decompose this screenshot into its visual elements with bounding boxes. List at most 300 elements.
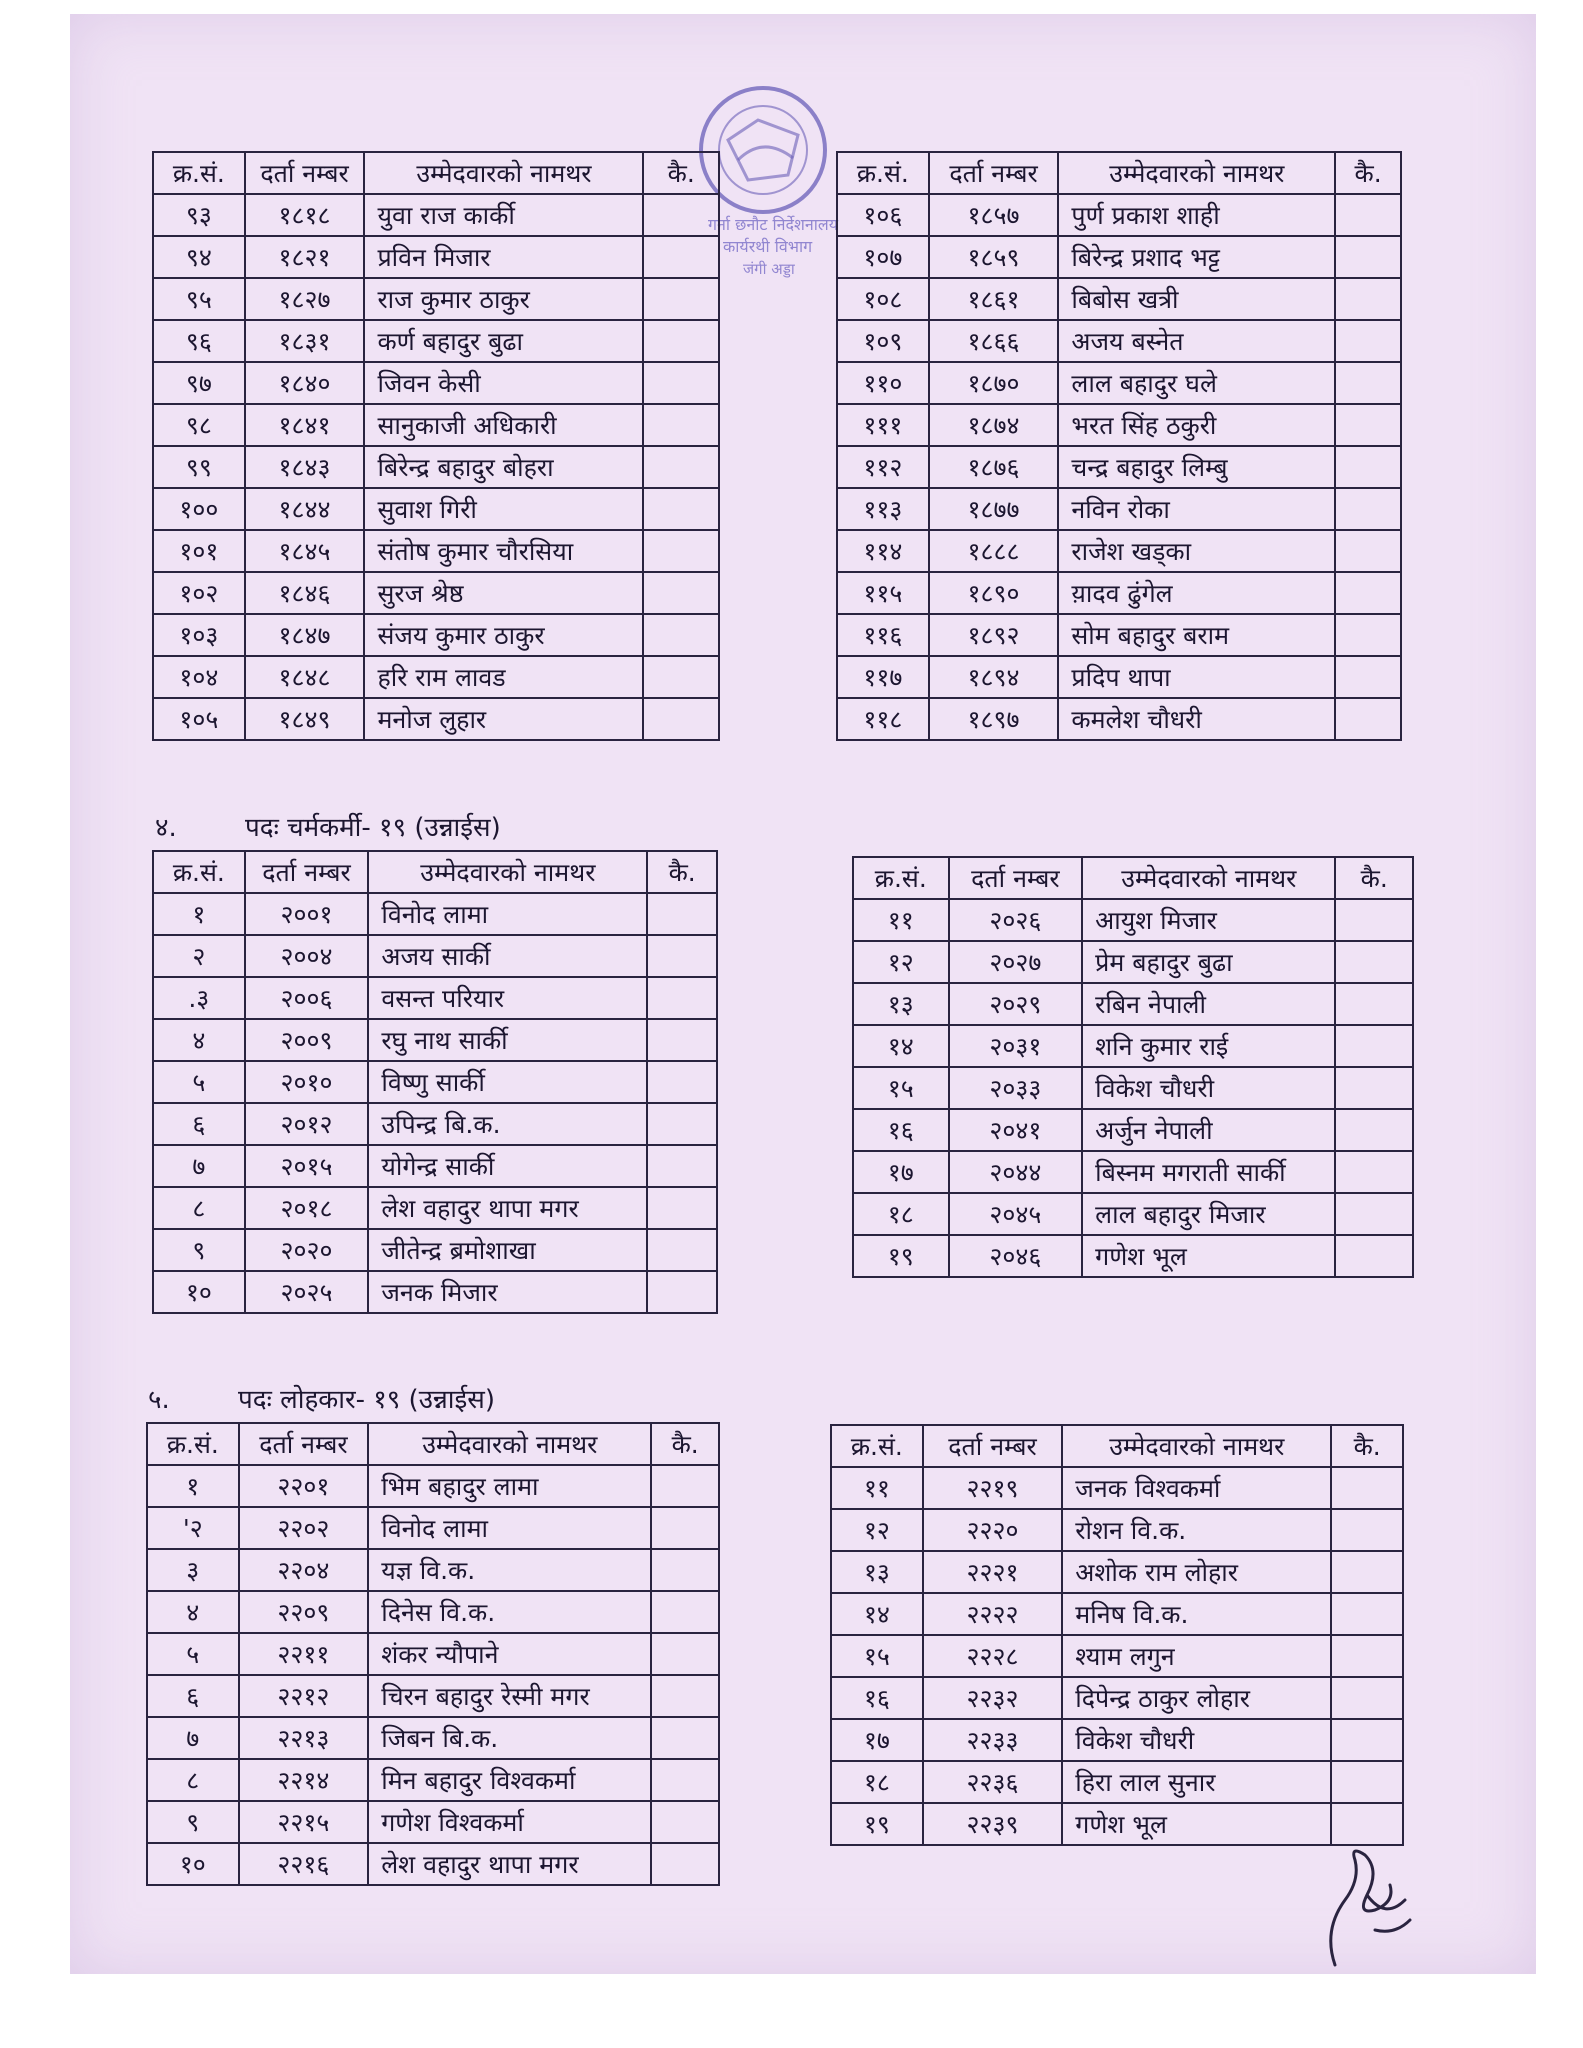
candidate-table-2 [836, 151, 1402, 741]
serial-number-cell: .३ [153, 977, 245, 1019]
serial-number-cell: ११५ [837, 572, 929, 614]
remarks-cell [643, 446, 719, 488]
table-row [147, 1759, 719, 1801]
table-row [831, 1761, 1403, 1803]
remarks-cell [1335, 1151, 1413, 1193]
remarks-cell [1335, 320, 1401, 362]
registration-number-cell: २२११ [239, 1633, 369, 1675]
registration-number-cell: २०४४ [949, 1151, 1083, 1193]
header-serial: क्र.सं. [853, 857, 949, 899]
table-row [153, 1019, 717, 1061]
table-header-row [153, 851, 717, 893]
candidate-name-cell: विनोद लामा [368, 893, 647, 935]
candidate-name-cell: सानुकाजी अधिकारी [364, 404, 643, 446]
candidate-name-cell: प्रेम बहादुर बुढा [1082, 941, 1335, 983]
candidate-name-cell: मनिष वि.क. [1062, 1593, 1331, 1635]
table-row [153, 446, 719, 488]
registration-number-cell: २२२२ [923, 1593, 1063, 1635]
serial-number-cell: ९ [153, 1229, 245, 1271]
registration-number-cell: २२१५ [239, 1801, 369, 1843]
table-row [837, 236, 1401, 278]
header-candidate-name: उम्मेदवारको नामथर [364, 152, 643, 194]
candidate-name-cell: प्रदिप थापा [1058, 656, 1335, 698]
registration-number-cell: १८९० [929, 572, 1059, 614]
serial-number-cell: ११० [837, 362, 929, 404]
table-row [147, 1801, 719, 1843]
serial-number-cell: ५ [147, 1633, 239, 1675]
remarks-cell [643, 530, 719, 572]
table-row [153, 893, 717, 935]
table-row [853, 899, 1413, 941]
remarks-cell [647, 893, 717, 935]
candidate-name-cell: जनक विश्वकर्मा [1062, 1467, 1331, 1509]
serial-number-cell: ९ [147, 1801, 239, 1843]
table-row [153, 530, 719, 572]
registration-number-cell: २२२० [923, 1509, 1063, 1551]
table-row [153, 572, 719, 614]
serial-number-cell: ११ [831, 1467, 923, 1509]
serial-number-cell: २ [153, 935, 245, 977]
remarks-cell [1331, 1719, 1403, 1761]
registration-number-cell: २०३३ [949, 1067, 1083, 1109]
remarks-cell [1335, 614, 1401, 656]
table-row [153, 1229, 717, 1271]
remarks-cell [1335, 446, 1401, 488]
section-number: ५. [148, 1385, 170, 1415]
candidate-name-cell: यज्ञ वि.क. [368, 1549, 651, 1591]
table-row [837, 572, 1401, 614]
registration-number-cell: २००४ [245, 935, 369, 977]
remarks-cell [643, 194, 719, 236]
header-registration: दर्ता नम्बर [949, 857, 1083, 899]
candidate-name-cell: विकेश चौधरी [1062, 1719, 1331, 1761]
registration-number-cell: १८३१ [245, 320, 365, 362]
remarks-cell [643, 614, 719, 656]
registration-number-cell: १८४८ [245, 656, 365, 698]
serial-number-cell: ९३ [153, 194, 245, 236]
remarks-cell [1335, 530, 1401, 572]
candidate-name-cell: सुरज श्रेष्ठ [364, 572, 643, 614]
serial-number-cell: ९९ [153, 446, 245, 488]
candidate-name-cell: मिन बहादुर विश्वकर्मा [368, 1759, 651, 1801]
header-registration: दर्ता नम्बर [239, 1423, 369, 1465]
table-row [837, 194, 1401, 236]
registration-number-cell: २२१३ [239, 1717, 369, 1759]
candidate-name-cell: संजय कुमार ठाकुर [364, 614, 643, 656]
registration-number-cell: २००१ [245, 893, 369, 935]
header-serial: क्र.सं. [147, 1423, 239, 1465]
table-row [853, 983, 1413, 1025]
registration-number-cell: १८४४ [245, 488, 365, 530]
remarks-cell [1331, 1677, 1403, 1719]
header-candidate-name: उम्मेदवारको नामथर [1058, 152, 1335, 194]
registration-number-cell: २२३२ [923, 1677, 1063, 1719]
registration-number-cell: १८४७ [245, 614, 365, 656]
header-serial: क्र.सं. [837, 152, 929, 194]
candidate-name-cell: संतोष कुमार चौरसिया [364, 530, 643, 572]
serial-number-cell: ८ [153, 1187, 245, 1229]
remarks-cell [651, 1759, 719, 1801]
registration-number-cell: १८९४ [929, 656, 1059, 698]
remarks-cell [1335, 656, 1401, 698]
candidate-name-cell: राजेश खड्का [1058, 530, 1335, 572]
serial-number-cell: ९५ [153, 278, 245, 320]
table-row [153, 935, 717, 977]
candidate-name-cell: जिबन बि.क. [368, 1717, 651, 1759]
seal-text-line2: कार्यरथी विभाग [723, 237, 813, 256]
registration-number-cell: २०१२ [245, 1103, 369, 1145]
registration-number-cell: १८९२ [929, 614, 1059, 656]
candidate-name-cell: बिस्नम मगराती सार्की [1082, 1151, 1335, 1193]
registration-number-cell: २०४५ [949, 1193, 1083, 1235]
remarks-cell [643, 362, 719, 404]
candidate-table-3 [152, 850, 718, 1314]
candidate-name-cell: अर्जुन नेपाली [1082, 1109, 1335, 1151]
candidate-table-5 [146, 1422, 720, 1886]
registration-number-cell: २०२७ [949, 941, 1083, 983]
candidate-name-cell: अजय बस्नेत [1058, 320, 1335, 362]
table-row [853, 1193, 1413, 1235]
candidate-name-cell: भिम बहादुर लामा [368, 1465, 651, 1507]
registration-number-cell: २२३९ [923, 1803, 1063, 1845]
table-row [837, 362, 1401, 404]
candidate-name-cell: युवा राज कार्की [364, 194, 643, 236]
remarks-cell [647, 1103, 717, 1145]
registration-number-cell: १८५९ [929, 236, 1059, 278]
table-row [831, 1593, 1403, 1635]
remarks-cell [1335, 1109, 1413, 1151]
registration-number-cell: २२२१ [923, 1551, 1063, 1593]
candidate-name-cell: विष्णु सार्की [368, 1061, 647, 1103]
candidate-name-cell: शंकर न्यौपाने [368, 1633, 651, 1675]
remarks-cell [1335, 1235, 1413, 1277]
serial-number-cell: ११ [853, 899, 949, 941]
remarks-cell [1335, 899, 1413, 941]
serial-number-cell: १११ [837, 404, 929, 446]
remarks-cell [643, 320, 719, 362]
section-heading-4 [155, 808, 501, 844]
candidate-name-cell: गणेश भूल [1062, 1803, 1331, 1845]
registration-number-cell: १८४१ [245, 404, 365, 446]
table-row [147, 1591, 719, 1633]
serial-number-cell: ३ [147, 1549, 239, 1591]
table-row [153, 194, 719, 236]
registration-number-cell: १८७० [929, 362, 1059, 404]
candidate-name-cell: अशोक राम लोहार [1062, 1551, 1331, 1593]
remarks-cell [1335, 362, 1401, 404]
table-row [147, 1717, 719, 1759]
registration-number-cell: २०२० [245, 1229, 369, 1271]
registration-number-cell: १८४० [245, 362, 365, 404]
serial-number-cell: ८ [147, 1759, 239, 1801]
candidate-name-cell: हरि राम लावड [364, 656, 643, 698]
serial-number-cell: १ [153, 893, 245, 935]
table-row [837, 278, 1401, 320]
serial-number-cell: ९४ [153, 236, 245, 278]
registration-number-cell: २०४१ [949, 1109, 1083, 1151]
registration-number-cell: १८२७ [245, 278, 365, 320]
table-row [831, 1677, 1403, 1719]
remarks-cell [1335, 1025, 1413, 1067]
candidate-name-cell: मनोज लुहार [364, 698, 643, 740]
registration-number-cell: १८६६ [929, 320, 1059, 362]
registration-number-cell: १८४५ [245, 530, 365, 572]
candidate-name-cell: सोम बहादुर बराम [1058, 614, 1335, 656]
registration-number-cell: २००९ [245, 1019, 369, 1061]
remarks-cell [651, 1675, 719, 1717]
header-candidate-name: उम्मेदवारको नामथर [368, 851, 647, 893]
candidate-name-cell: दिपेन्द्र ठाकुर लोहार [1062, 1677, 1331, 1719]
registration-number-cell: २२१४ [239, 1759, 369, 1801]
table-row [831, 1509, 1403, 1551]
registration-number-cell: १८४३ [245, 446, 365, 488]
table-row [153, 698, 719, 740]
serial-number-cell: १२ [853, 941, 949, 983]
table-row [153, 236, 719, 278]
header-remarks: कै. [1335, 152, 1401, 194]
serial-number-cell: १०३ [153, 614, 245, 656]
registration-number-cell: १८५७ [929, 194, 1059, 236]
table-row [153, 1061, 717, 1103]
table-row [153, 977, 717, 1019]
serial-number-cell: १५ [831, 1635, 923, 1677]
serial-number-cell: १०७ [837, 236, 929, 278]
table-row [153, 656, 719, 698]
table-row [153, 362, 719, 404]
registration-number-cell: २२०२ [239, 1507, 369, 1549]
table-row [153, 404, 719, 446]
registration-number-cell: २०२९ [949, 983, 1083, 1025]
remarks-cell [647, 1061, 717, 1103]
table-row [153, 1103, 717, 1145]
candidate-name-cell: रबिन नेपाली [1082, 983, 1335, 1025]
serial-number-cell: १३ [831, 1551, 923, 1593]
candidate-name-cell: श्याम लगुन [1062, 1635, 1331, 1677]
table-header-row [837, 152, 1401, 194]
header-remarks: कै. [1335, 857, 1413, 899]
candidate-name-cell: बिरेन्द्र बहादुर बोहरा [364, 446, 643, 488]
registration-number-cell: १८२१ [245, 236, 365, 278]
remarks-cell [647, 935, 717, 977]
candidate-name-cell: य़ादव ढुंगेल [1058, 572, 1335, 614]
table-row [147, 1507, 719, 1549]
candidate-table-6 [830, 1424, 1404, 1846]
serial-number-cell: ९८ [153, 404, 245, 446]
candidate-name-cell: भरत सिंह ठकुरी [1058, 404, 1335, 446]
remarks-cell [1335, 983, 1413, 1025]
table-row [853, 1025, 1413, 1067]
candidate-name-cell: कर्ण बहादुर बुढा [364, 320, 643, 362]
registration-number-cell: २०१० [245, 1061, 369, 1103]
table-row [153, 1271, 717, 1313]
registration-number-cell: २००६ [245, 977, 369, 1019]
candidate-name-cell: चिरन बहादुर रेस्मी मगर [368, 1675, 651, 1717]
remarks-cell [1331, 1509, 1403, 1551]
remarks-cell [1335, 194, 1401, 236]
serial-number-cell: ११६ [837, 614, 929, 656]
candidate-name-cell: अजय सार्की [368, 935, 647, 977]
serial-number-cell: ७ [153, 1145, 245, 1187]
serial-number-cell: ९६ [153, 320, 245, 362]
serial-number-cell: १०८ [837, 278, 929, 320]
table-row [837, 404, 1401, 446]
serial-number-cell: ११८ [837, 698, 929, 740]
remarks-cell [1331, 1635, 1403, 1677]
serial-number-cell: १७ [853, 1151, 949, 1193]
registration-number-cell: २०१५ [245, 1145, 369, 1187]
remarks-cell [643, 698, 719, 740]
table-row [153, 614, 719, 656]
remarks-cell [1335, 1193, 1413, 1235]
remarks-cell [647, 1019, 717, 1061]
serial-number-cell: १०२ [153, 572, 245, 614]
candidate-name-cell: विनोद लामा [368, 1507, 651, 1549]
remarks-cell [643, 572, 719, 614]
table-row [147, 1843, 719, 1885]
candidate-name-cell: जीतेन्द्र ब्रमोशाखा [368, 1229, 647, 1271]
candidate-name-cell: शनि कुमार राई [1082, 1025, 1335, 1067]
serial-number-cell: १९ [853, 1235, 949, 1277]
seal-text-line3: जंगी अड्डा [743, 260, 795, 278]
registration-number-cell: २२०१ [239, 1465, 369, 1507]
registration-number-cell: १८६१ [929, 278, 1059, 320]
registration-number-cell: २०१८ [245, 1187, 369, 1229]
serial-number-cell: १८ [831, 1761, 923, 1803]
remarks-cell [1335, 278, 1401, 320]
candidate-name-cell: जनक मिजार [368, 1271, 647, 1313]
candidate-table-1 [152, 151, 720, 741]
remarks-cell [643, 236, 719, 278]
candidate-name-cell: बिरेन्द्र प्रशाद भट्ट [1058, 236, 1335, 278]
table-row [153, 1187, 717, 1229]
remarks-cell [651, 1843, 719, 1885]
remarks-cell [647, 1229, 717, 1271]
registration-number-cell: १८७४ [929, 404, 1059, 446]
registration-number-cell: २०४६ [949, 1235, 1083, 1277]
serial-number-cell: ४ [153, 1019, 245, 1061]
table-row [153, 1145, 717, 1187]
serial-number-cell: '२ [147, 1507, 239, 1549]
candidate-table-4 [852, 856, 1414, 1278]
header-candidate-name: उम्मेदवारको नामथर [1062, 1425, 1331, 1467]
remarks-cell [647, 1271, 717, 1313]
table-row [837, 656, 1401, 698]
candidate-name-cell: आयुश मिजार [1082, 899, 1335, 941]
section-title: पदः लोहकार- १९ (उन्नाईस) [238, 1385, 495, 1415]
serial-number-cell: ६ [147, 1675, 239, 1717]
table-header-row [831, 1425, 1403, 1467]
candidate-name-cell: चन्द्र बहादुर लिम्बु [1058, 446, 1335, 488]
registration-number-cell: १८७७ [929, 488, 1059, 530]
table-row [831, 1467, 1403, 1509]
candidate-name-cell: विकेश चौधरी [1082, 1067, 1335, 1109]
serial-number-cell: ११२ [837, 446, 929, 488]
header-registration: दर्ता नम्बर [923, 1425, 1063, 1467]
candidate-name-cell: लेश वहादुर थापा मगर [368, 1187, 647, 1229]
serial-number-cell: १५ [853, 1067, 949, 1109]
table-row [831, 1551, 1403, 1593]
serial-number-cell: १ [147, 1465, 239, 1507]
table-row [853, 1109, 1413, 1151]
registration-number-cell: २०३१ [949, 1025, 1083, 1067]
remarks-cell [1335, 404, 1401, 446]
registration-number-cell: २२३६ [923, 1761, 1063, 1803]
remarks-cell [643, 404, 719, 446]
registration-number-cell: २०२६ [949, 899, 1083, 941]
remarks-cell [643, 488, 719, 530]
registration-number-cell: १८४६ [245, 572, 365, 614]
remarks-cell [651, 1549, 719, 1591]
seal-text-line1: गर्ना छनौट निर्देशनालय [708, 215, 839, 234]
candidate-name-cell: योगेन्द्र सार्की [368, 1145, 647, 1187]
candidate-name-cell: राज कुमार ठाकुर [364, 278, 643, 320]
table-row [153, 278, 719, 320]
serial-number-cell: १८ [853, 1193, 949, 1235]
serial-number-cell: १९ [831, 1803, 923, 1845]
table-row [147, 1675, 719, 1717]
table-row [837, 530, 1401, 572]
table-row [853, 1067, 1413, 1109]
remarks-cell [1335, 1067, 1413, 1109]
serial-number-cell: १० [153, 1271, 245, 1313]
table-row [831, 1803, 1403, 1845]
registration-number-cell: २२०९ [239, 1591, 369, 1633]
table-header-row [853, 857, 1413, 899]
remarks-cell [1335, 488, 1401, 530]
remarks-cell [1335, 236, 1401, 278]
candidate-name-cell: हिरा लाल सुनार [1062, 1761, 1331, 1803]
table-header-row [147, 1423, 719, 1465]
registration-number-cell: २०२५ [245, 1271, 369, 1313]
remarks-cell [643, 278, 719, 320]
section-heading-5 [148, 1380, 495, 1416]
candidate-name-cell: बिबोस खत्री [1058, 278, 1335, 320]
serial-number-cell: १२ [831, 1509, 923, 1551]
header-serial: क्र.सं. [153, 152, 245, 194]
serial-number-cell: ९७ [153, 362, 245, 404]
table-row [831, 1635, 1403, 1677]
registration-number-cell: १८४९ [245, 698, 365, 740]
table-row [837, 698, 1401, 740]
table-row [147, 1633, 719, 1675]
remarks-cell [651, 1801, 719, 1843]
table-row [853, 941, 1413, 983]
table-row [853, 1235, 1413, 1277]
handwritten-signature [1305, 1840, 1425, 1970]
header-registration: दर्ता नम्बर [245, 152, 365, 194]
registration-number-cell: २२०४ [239, 1549, 369, 1591]
candidate-name-cell: कमलेश चौधरी [1058, 698, 1335, 740]
serial-number-cell: १७ [831, 1719, 923, 1761]
table-row [837, 320, 1401, 362]
serial-number-cell: ७ [147, 1717, 239, 1759]
candidate-name-cell: रोशन वि.क. [1062, 1509, 1331, 1551]
serial-number-cell: १६ [831, 1677, 923, 1719]
header-remarks: कै. [1331, 1425, 1403, 1467]
candidate-name-cell: गणेश विश्वकर्मा [368, 1801, 651, 1843]
registration-number-cell: १८७६ [929, 446, 1059, 488]
remarks-cell [651, 1465, 719, 1507]
serial-number-cell: ११३ [837, 488, 929, 530]
serial-number-cell: १३ [853, 983, 949, 1025]
registration-number-cell: १८९७ [929, 698, 1059, 740]
remarks-cell [1331, 1467, 1403, 1509]
remarks-cell [643, 656, 719, 698]
serial-number-cell: १४ [853, 1025, 949, 1067]
remarks-cell [647, 977, 717, 1019]
section-number: ४. [155, 813, 177, 843]
remarks-cell [647, 1145, 717, 1187]
